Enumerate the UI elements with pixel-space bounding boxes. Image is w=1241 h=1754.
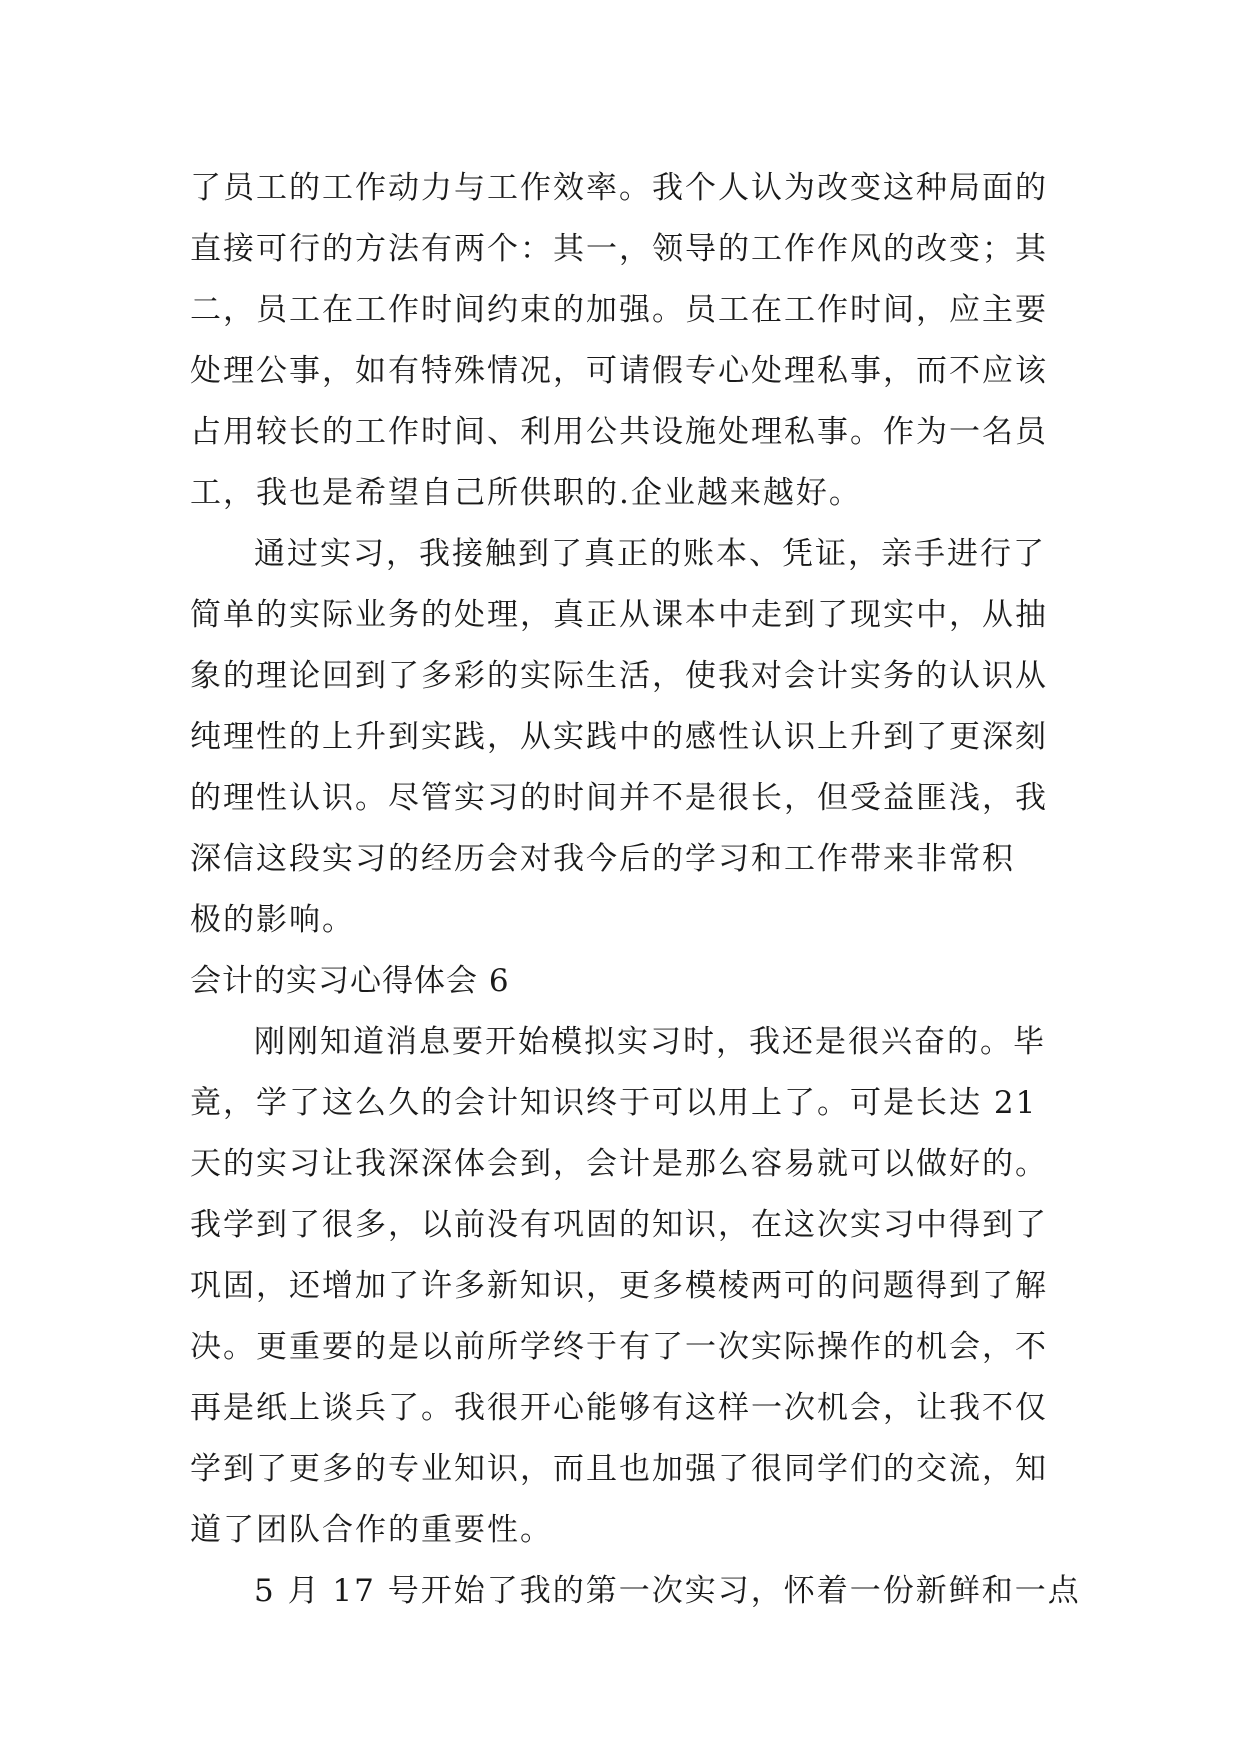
text-line: 道了团队合作的重要性。 [190, 1512, 553, 1548]
text-line: 天的实习让我深深体会到，会计是那么容易就可以做好的。 [190, 1146, 1048, 1182]
document-body [190, 158, 1081, 1622]
text-line: 工，我也是希望自己所供职的.企业越来越好。 [190, 475, 862, 511]
text-line: 5 月 17 号开始了我的第一次实习，怀着一份新鲜和一点 [254, 1573, 1081, 1609]
text-line: 简单的实际业务的处理，真正从课本中走到了现实中，从抽 [190, 597, 1048, 633]
text-line: 处理公事，如有特殊情况，可请假专心处理私事，而不应该 [190, 353, 1048, 389]
text-line: 象的理论回到了多彩的实际生活，使我对会计实务的认识从 [190, 658, 1048, 694]
text-line: 二，员工在工作时间约束的加强。员工在工作时间，应主要 [190, 292, 1048, 328]
text-line: 直接可行的方法有两个：其一，领导的工作作风的改变；其 [190, 231, 1048, 267]
text-line: 了员工的工作动力与工作效率。我个人认为改变这种局面的 [190, 170, 1048, 206]
text-line: 深信这段实习的经历会对我今后的学习和工作带来非常积 [190, 841, 1015, 877]
text-line: 通过实习，我接触到了真正的账本、凭证，亲手进行了 [254, 536, 1046, 572]
text-line: 决。更重要的是以前所学终于有了一次实际操作的机会，不 [190, 1329, 1048, 1365]
text-line: 纯理性的上升到实践，从实践中的感性认识上升到了更深刻 [190, 719, 1048, 755]
text-line: 学到了更多的专业知识，而且也加强了很同学们的交流，知 [190, 1451, 1048, 1487]
text-line: 占用较长的工作时间、利用公共设施处理私事。作为一名员 [190, 414, 1048, 450]
text-line: 刚刚知道消息要开始模拟实习时，我还是很兴奋的。毕 [254, 1024, 1046, 1060]
text-line: 巩固，还增加了许多新知识，更多模棱两可的问题得到了解 [190, 1268, 1048, 1304]
text-line: 竟，学了这么久的会计知识终于可以用上了。可是长达 21 [190, 1085, 1038, 1121]
text-line: 的理性认识。尽管实习的时间并不是很长，但受益匪浅，我 [190, 780, 1048, 816]
section-heading: 会计的实习心得体会 6 [190, 963, 510, 999]
text-line: 我学到了很多，以前没有巩固的知识，在这次实习中得到了 [190, 1207, 1048, 1243]
text-line: 再是纸上谈兵了。我很开心能够有这样一次机会，让我不仅 [190, 1390, 1048, 1426]
text-line: 极的影响。 [190, 902, 355, 938]
